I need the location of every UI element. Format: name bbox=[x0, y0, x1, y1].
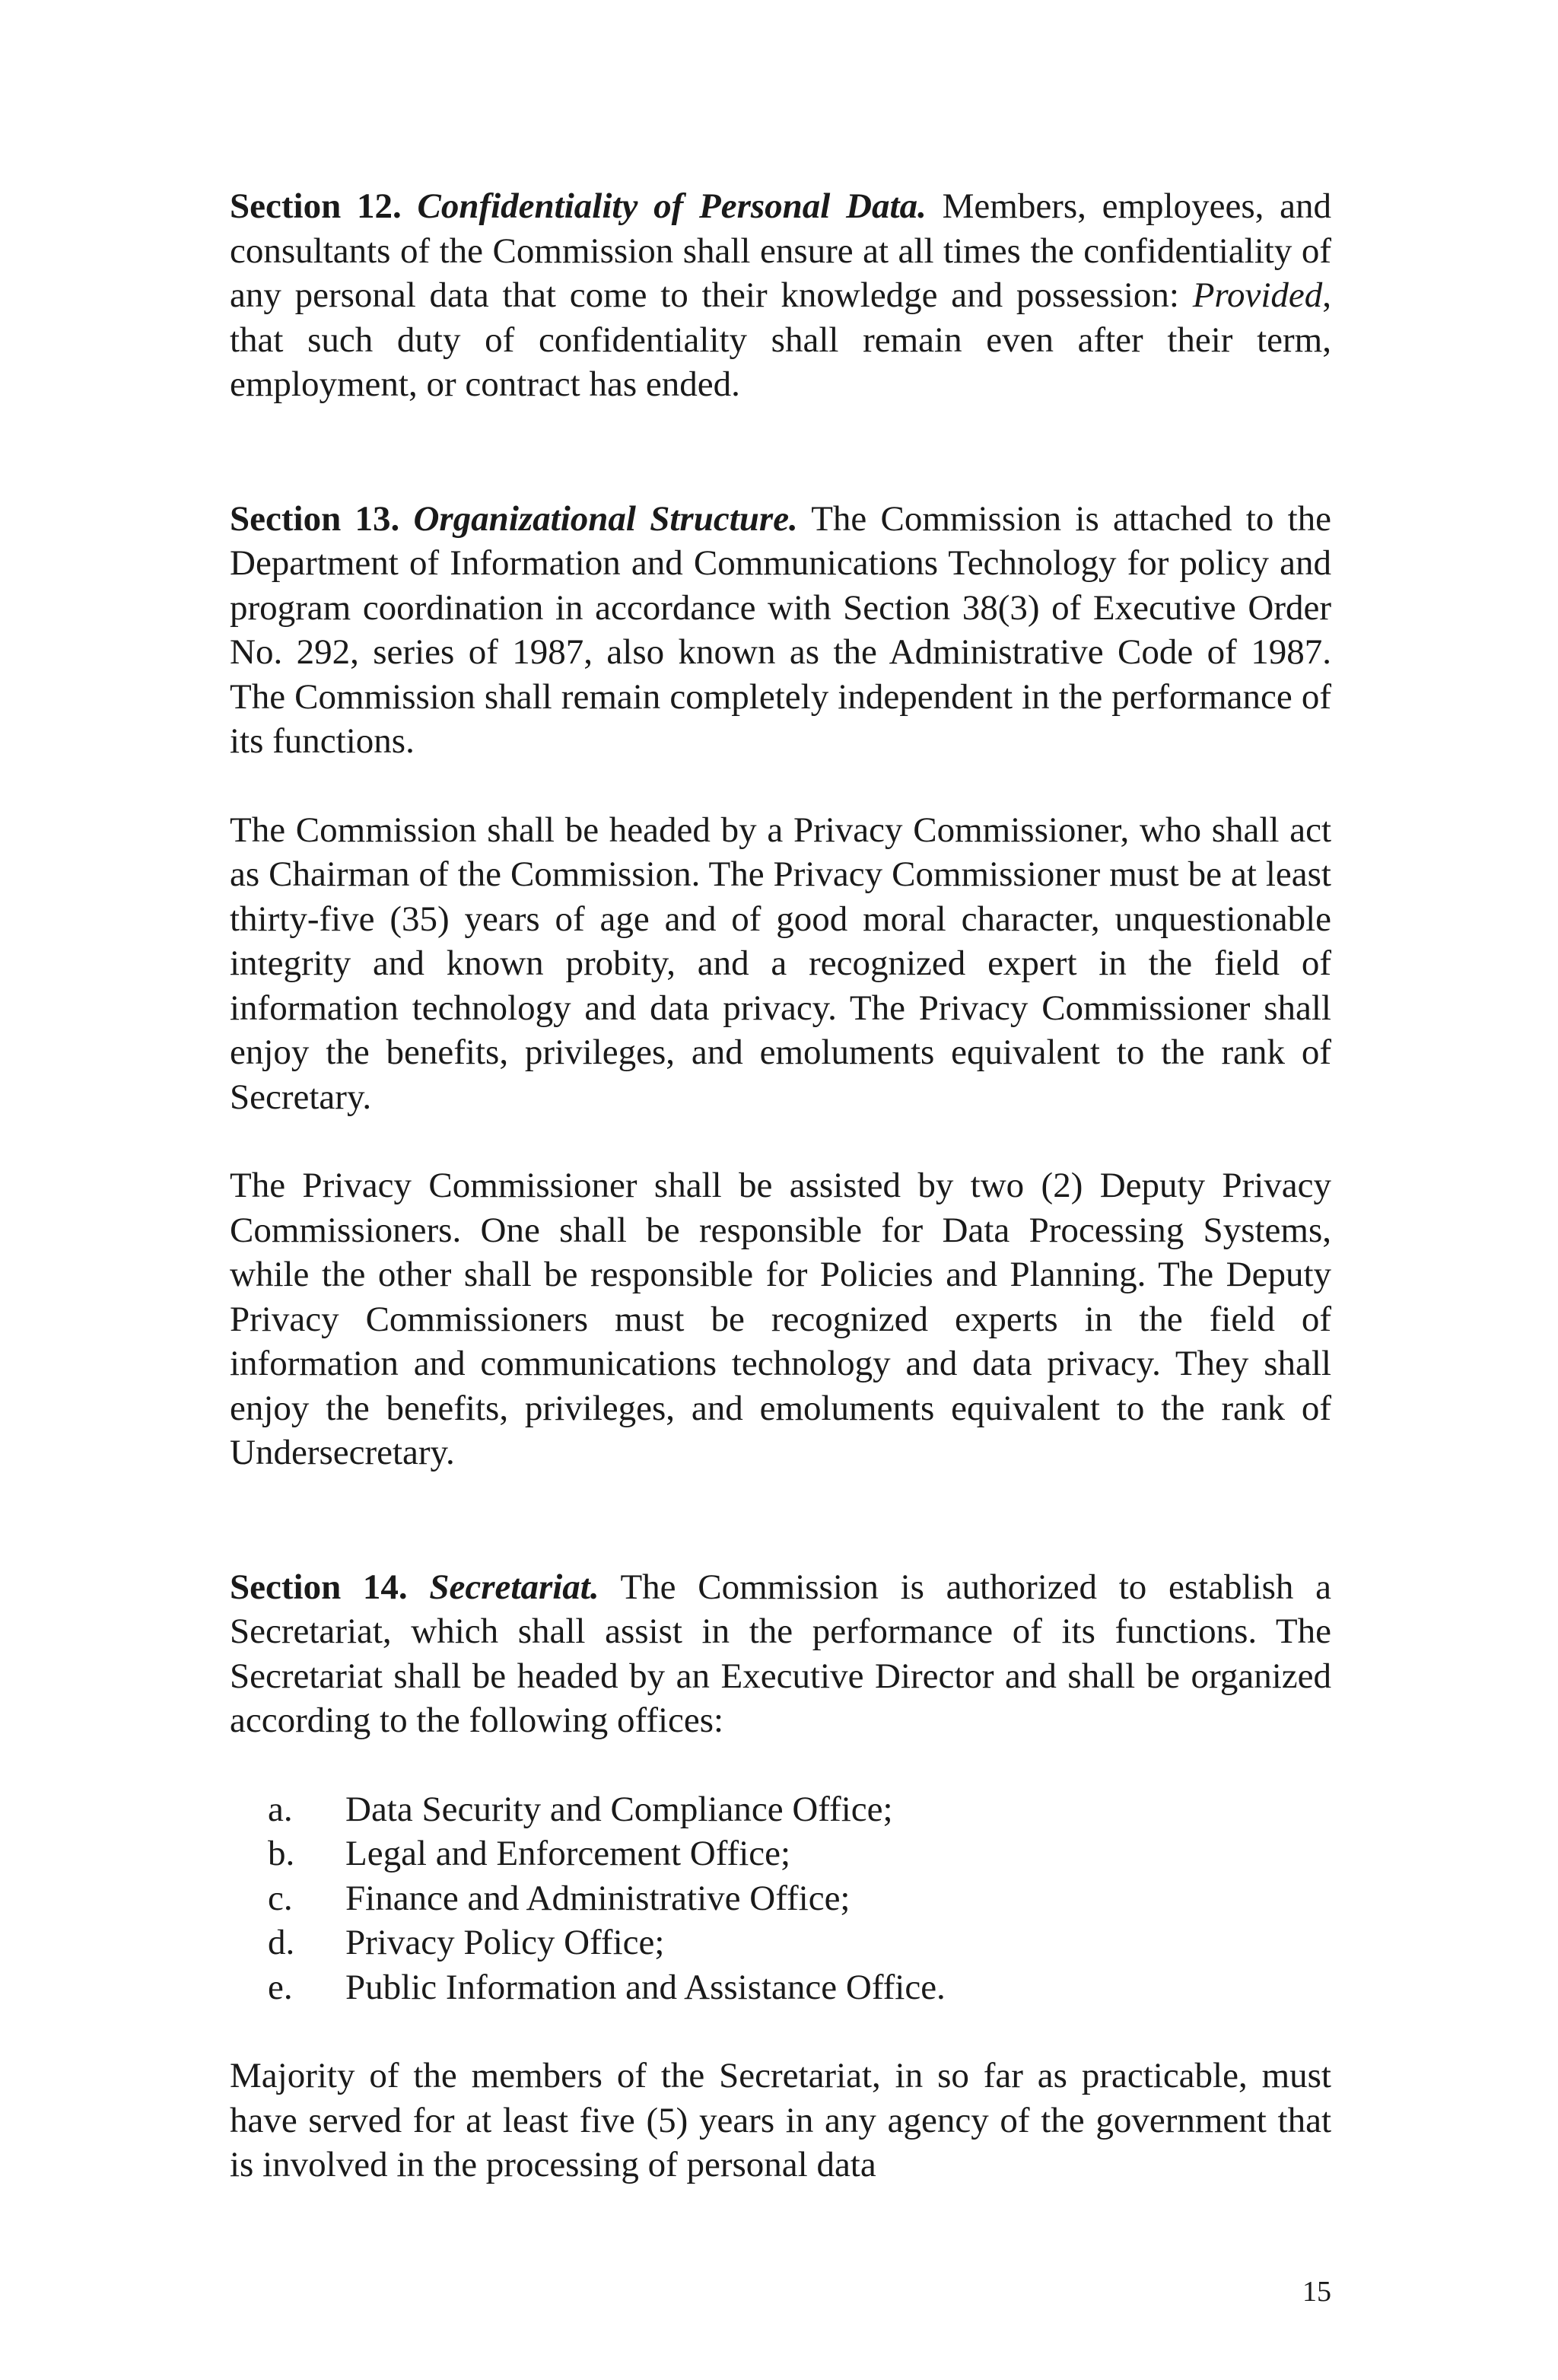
list-item-letter: a. bbox=[268, 1789, 293, 1829]
section-13-number: Section 13. bbox=[230, 498, 400, 539]
list-item bbox=[230, 1876, 1331, 1921]
section-14-number: Section 14. bbox=[230, 1567, 408, 1607]
list-item-letter: d. bbox=[268, 1923, 295, 1962]
list-item bbox=[230, 1831, 1331, 1876]
section-13-paragraph bbox=[230, 497, 1331, 764]
office-list bbox=[230, 1787, 1331, 2010]
list-item-letter: b. bbox=[268, 1834, 295, 1873]
section-14-closing-paragraph: Majority of the members of the Secretariat, in so far as practicable, must have served for at least five (5) years in any agency of the government that is involved in the processing of personal data bbox=[230, 2056, 1331, 2184]
list-item bbox=[230, 1787, 1331, 1832]
list-item-text: Privacy Policy Office; bbox=[345, 1923, 665, 1962]
page-number: 15 bbox=[1302, 2276, 1331, 2308]
list-item bbox=[230, 1920, 1331, 1965]
list-item-text: Finance and Administrative Office; bbox=[345, 1878, 851, 1918]
section-12-text-before: Members, employees, and consultants of the Commission shall ensure at all times the confidentiality of any personal data that come to their knowledge and possession: bbox=[230, 186, 1331, 315]
section-14-title: Secretariat. bbox=[429, 1567, 599, 1607]
section-12-text-after: , that such duty of confidentiality shall remain even after their term, employment, or contract has ended. bbox=[230, 275, 1331, 404]
section-12-number: Section 12. bbox=[230, 186, 402, 226]
list-item-text: Data Security and Compliance Office; bbox=[345, 1789, 893, 1829]
list-item bbox=[230, 1965, 1331, 2010]
list-item-letter: c. bbox=[268, 1878, 293, 1918]
section-14-paragraph bbox=[230, 1565, 1331, 1743]
section-12-title: Confidentiality of Personal Data. bbox=[417, 186, 927, 226]
section-12-proviso: Provided bbox=[1192, 275, 1323, 315]
list-item-text: Legal and Enforcement Office; bbox=[345, 1834, 791, 1873]
section-13-text: The Commission is attached to the Department of Information and Communications Technology for policy and program coordination in accordance with Section 38(3) of Executive Order No. 292, series of 1987, also known as the Administrative Code of 1987. The Commission shall remain completely independent in the performance of its functions. bbox=[230, 498, 1331, 761]
section-13-title: Organizational Structure. bbox=[413, 498, 798, 539]
section-13-paragraph-2: The Commission shall be headed by a Privacy Commissioner, who shall act as Chairman of the Commission. The Privacy Commissioner must be at least thirty-five (35) years of age and of good moral character, unquestionable integrity and known probity, and a recognized expert in the field of information technology and data privacy. The Privacy Commissioner shall enjoy the benefits, privileges, and emoluments equivalent to the rank of Secretary. bbox=[230, 810, 1331, 1117]
list-item-text: Public Information and Assistance Office. bbox=[345, 1967, 946, 2007]
page-content bbox=[230, 184, 1331, 2188]
section-13-paragraph-3: The Privacy Commissioner shall be assisted by two (2) Deputy Privacy Commissioners. One shall be responsible for Data Processing Systems, while the other shall be responsible for Policies and Planning. The Deputy Privacy Commissioners must be recognized experts in the field of information and communications technology and data privacy. They shall enjoy the benefits, privileges, and emoluments equivalent to the rank of Undersecretary. bbox=[230, 1166, 1331, 1472]
list-item-letter: e. bbox=[268, 1967, 293, 2007]
section-12-paragraph bbox=[230, 184, 1331, 407]
section-14-text: The Commission is authorized to establish a Secretariat, which shall assist in the performance of its functions. The Secretariat shall be headed by an Executive Director and shall be organized according to the following offices: bbox=[230, 1567, 1331, 1740]
